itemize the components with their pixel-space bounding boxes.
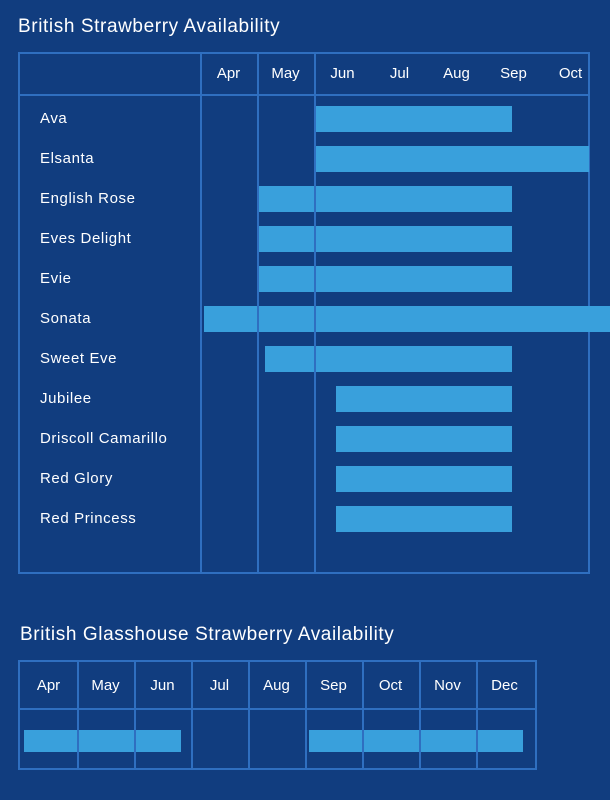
chart1-month-label-sep: Sep (500, 65, 527, 82)
chart1-bar (314, 106, 512, 132)
chart1-gridline-1 (257, 54, 259, 572)
chart1-row (20, 420, 588, 460)
chart1-row (20, 500, 588, 540)
chart1-month-label-aug: Aug (443, 65, 470, 82)
chart1-variety-label: Ava (40, 110, 68, 127)
chart2-month-label-oct: Oct (378, 677, 403, 694)
chart2-month-label-jun: Jun (150, 677, 175, 694)
chart1-panel (18, 52, 590, 574)
chart1-row (20, 180, 588, 220)
chart2-gridline-8 (476, 662, 478, 768)
chart1-bar (336, 466, 512, 492)
chart2-panel (18, 660, 537, 770)
chart2-bar (24, 730, 181, 752)
chart1-row (20, 340, 588, 380)
chart2-month-label-nov: Nov (434, 677, 461, 694)
chart2-month-label-apr: Apr (36, 677, 61, 694)
chart2-month-label-aug: Aug (263, 677, 290, 694)
chart1-bar (336, 386, 512, 412)
chart1-variety-label: Elsanta (40, 150, 95, 167)
chart1-month-label-apr: Apr (216, 65, 241, 82)
chart1-variety-label: Jubilee (40, 390, 92, 407)
chart2-month-label-dec: Dec (491, 677, 518, 694)
chart1-row (20, 100, 588, 140)
chart2-gridline-1 (77, 662, 79, 768)
chart1-bar (257, 186, 512, 212)
chart2-gridline-2 (134, 662, 136, 768)
chart1-variety-label: Red Princess (40, 510, 137, 527)
chart1-variety-label: Evie (40, 270, 72, 287)
chart1-month-label-jul: Jul (389, 65, 410, 82)
chart1-row (20, 300, 588, 340)
chart1-variety-label: Eves Delight (40, 230, 132, 247)
chart1-row (20, 260, 588, 300)
chart1-variety-label: Sweet Eve (40, 350, 118, 367)
chart1-variety-label: English Rose (40, 190, 136, 207)
chart2-plot (20, 710, 535, 768)
chart1-gridline-2 (314, 54, 316, 572)
chart2-title: British Glasshouse Strawberry Availability (20, 624, 395, 645)
chart1-bar (336, 426, 512, 452)
chart1-title: British Strawberry Availability (18, 16, 281, 37)
chart1-month-label-oct: Oct (558, 65, 583, 82)
chart1-month-label-jun: Jun (330, 65, 355, 82)
chart2-gridline-6 (362, 662, 364, 768)
chart1-bar (336, 506, 512, 532)
chart1-bar (257, 266, 512, 292)
chart1-month-label-may: May (271, 65, 300, 82)
chart2-gridline-4 (248, 662, 250, 768)
chart2-month-label-jul: Jul (209, 677, 230, 694)
chart1-variety-label: Red Glory (40, 470, 113, 487)
chart1-bar (265, 346, 512, 372)
chart1-row (20, 460, 588, 500)
chart1-row (20, 220, 588, 260)
chart2-bar (309, 730, 523, 752)
chart1-bar (204, 306, 610, 332)
chart1-plot (20, 96, 588, 572)
chart1-row (20, 380, 588, 420)
chart1-row (20, 140, 588, 180)
chart2-gridline-3 (191, 662, 193, 768)
chart2-gridline-7 (419, 662, 421, 768)
chart1-month-header (20, 54, 588, 96)
chart2-gridline-5 (305, 662, 307, 768)
chart2-month-label-sep: Sep (320, 677, 347, 694)
chart1-variety-label: Sonata (40, 310, 92, 327)
chart1-gridline-0 (200, 54, 202, 572)
chart1-variety-label: Driscoll Camarillo (40, 430, 168, 447)
chart1-bar (257, 226, 512, 252)
chart2-month-header (20, 662, 535, 710)
chart1-bar (314, 146, 589, 172)
chart2-month-label-may: May (91, 677, 120, 694)
